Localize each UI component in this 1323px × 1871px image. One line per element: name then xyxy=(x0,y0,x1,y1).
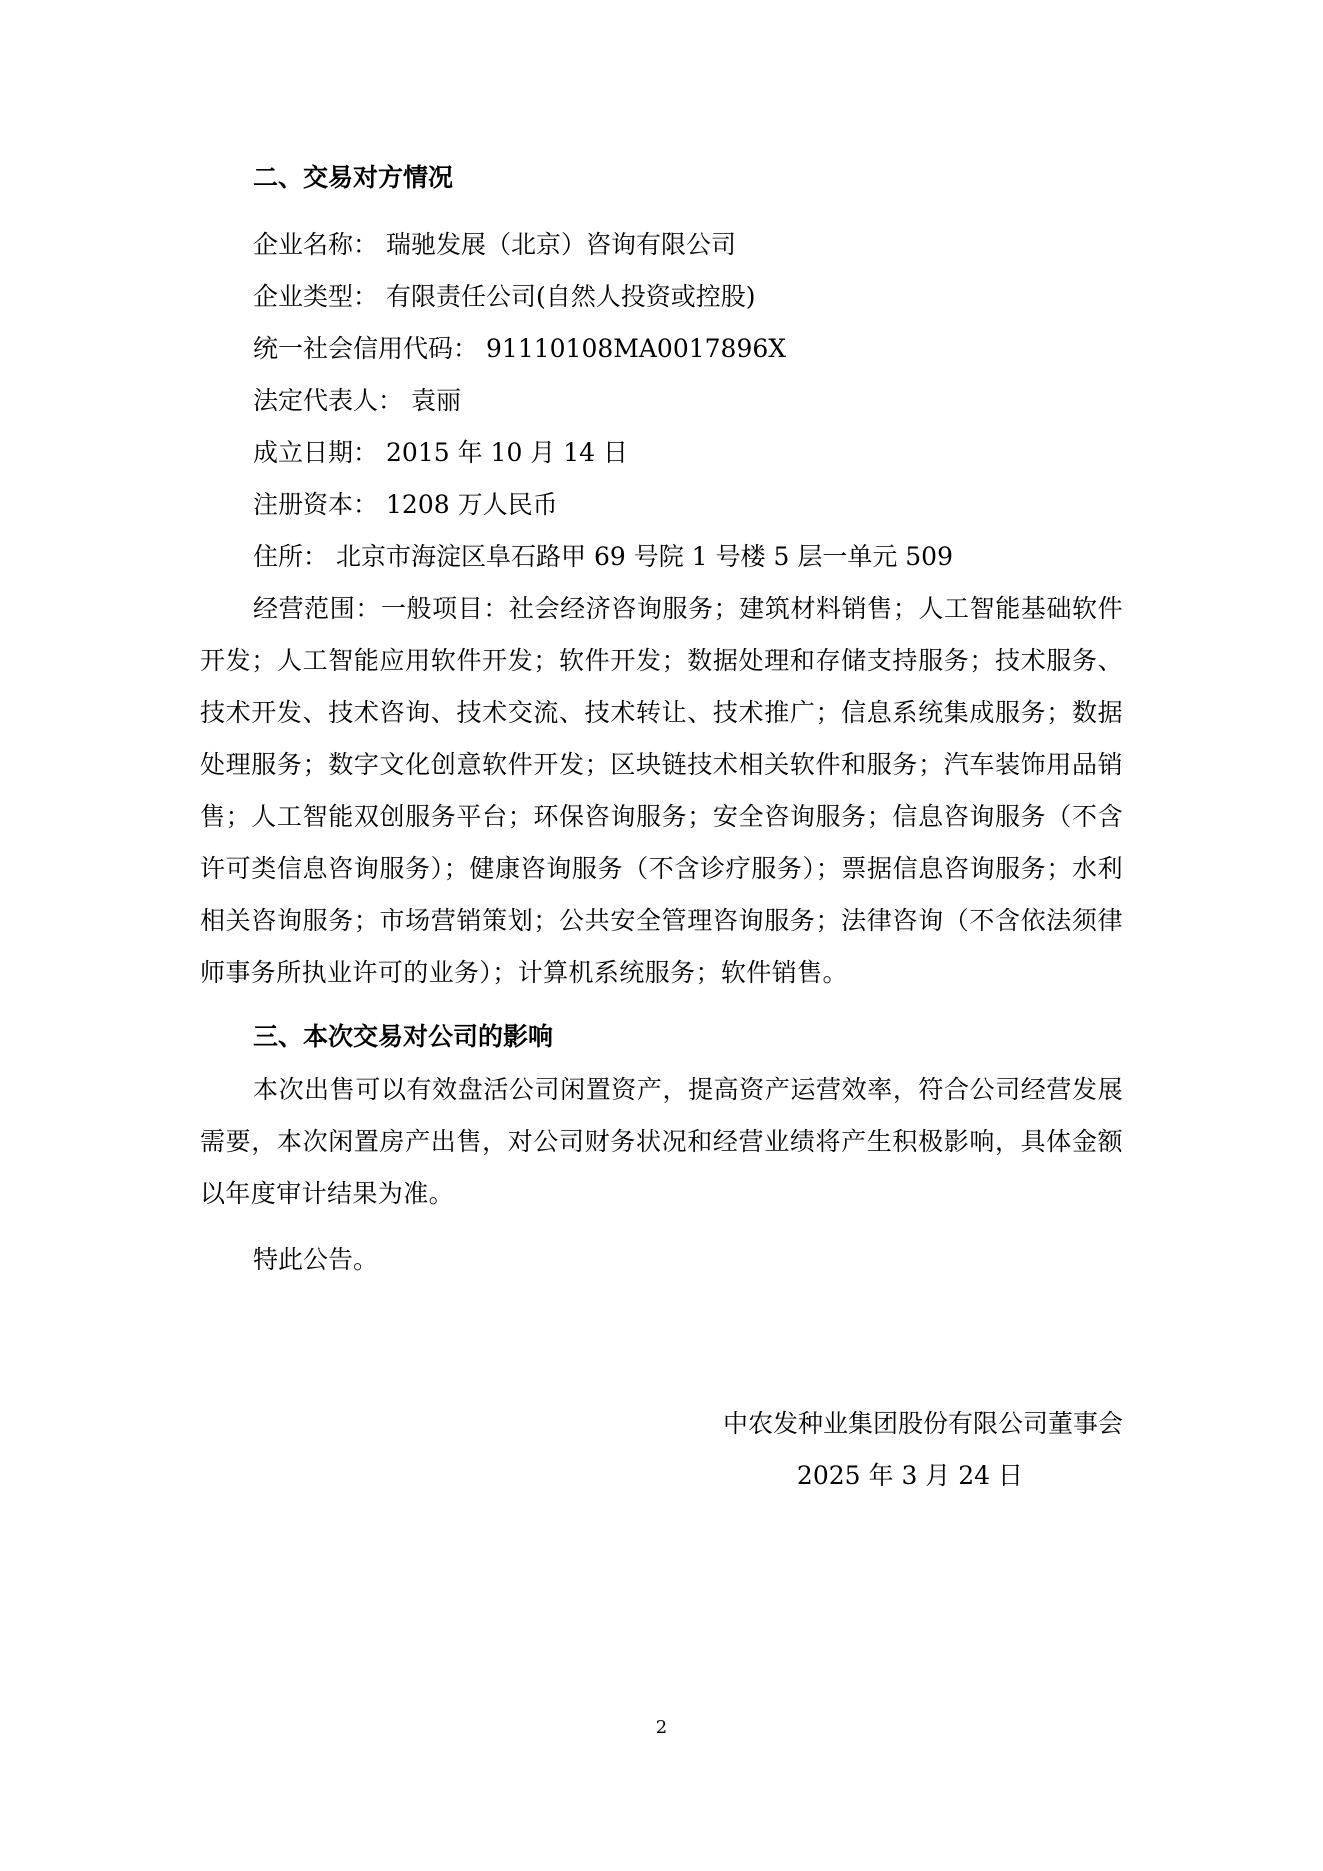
field-legal-representative xyxy=(253,375,953,427)
field-label: 企业名称： xyxy=(253,230,379,259)
field-label: 企业类型： xyxy=(253,282,379,311)
field-company-type xyxy=(253,271,953,323)
field-credit-code xyxy=(253,323,953,375)
field-label: 注册资本： xyxy=(253,490,379,519)
field-label: 成立日期： xyxy=(253,438,379,467)
field-value: 瑞驰发展（北京）咨询有限公司 xyxy=(386,230,737,259)
page-number: 2 xyxy=(655,1717,668,1738)
company-info-list xyxy=(253,219,953,583)
field-value: 2015 年 10 月 14 日 xyxy=(386,438,628,467)
field-label: 统一社会信用代码： xyxy=(253,334,479,363)
section-heading-counterparty: 二、交易对方情况 xyxy=(253,163,454,192)
field-company-name xyxy=(253,219,953,271)
field-established-date xyxy=(253,427,953,479)
field-value: 有限责任公司(自然人投资或控股) xyxy=(386,282,756,311)
business-scope-paragraph: 经营范围：一般项目：社会经济咨询服务；建筑材料销售；人工智能基础软件开发；人工智能应用软件开发；软件开发；数据处理和存储支持服务；技术服务、技术开发、技术咨询、技术交流、技术转让、技术推广；信息系统集成服务；数据处理服务；数字文化创意软件开发；区块链技术相关软件和服务；汽车装饰用品销售；人工智能双创服务平台；环保咨询服务；安全咨询服务；信息咨询服务（不含许可类信息咨询服务）；健康咨询服务（不含诊疗服务）；票据信息咨询服务；水利相关咨询服务；市场营销策划；公共安全管理咨询服务；法律咨询（不含依法须律师事务所执业许可的业务）；计算机系统服务；软件销售。 xyxy=(200,594,1123,987)
field-registered-capital xyxy=(253,479,953,531)
field-label: 法定代表人： xyxy=(253,386,404,415)
field-value: 袁丽 xyxy=(411,386,462,415)
field-value: 91110108MA0017896X xyxy=(486,334,787,363)
field-value: 北京市海淀区阜石路甲 69 号院 1 号楼 5 层一单元 509 xyxy=(336,542,953,571)
field-address xyxy=(253,531,953,583)
field-value: 1208 万人民币 xyxy=(386,490,558,519)
section-heading-impact: 三、本次交易对公司的影响 xyxy=(253,1022,554,1051)
signature-date: 2025 年 3 月 24 日 xyxy=(796,1461,1023,1490)
closing-statement: 特此公告。 xyxy=(253,1245,379,1274)
impact-paragraph: 本次出售可以有效盘活公司闲置资产，提高资产运营效率，符合公司经营发展需要，本次闲置房产出售，对公司财务状况和经营业绩将产生积极影响，具体金额以年度审计结果为准。 xyxy=(200,1075,1123,1208)
field-label: 住所： xyxy=(253,542,329,571)
signature-company: 中农发种业集团股份有限公司董事会 xyxy=(722,1409,1123,1438)
